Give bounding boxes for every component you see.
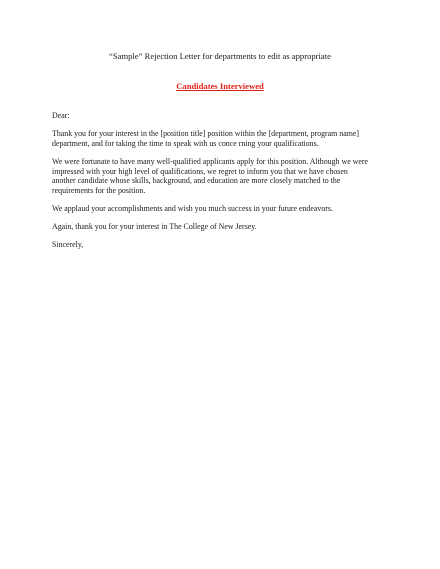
paragraph-line: Thank you for your interest in the [position title] position within the [department, program name] [52, 129, 360, 139]
paragraph-decision [52, 157, 392, 195]
paragraph-line: requirements for the position. [52, 185, 146, 195]
letter-subtitle: Candidates Interviewed [176, 81, 264, 91]
closing: Sincerely, [52, 240, 84, 250]
paragraph-line: impressed with your high level of qualifications, we regret to inform you that we have chosen [52, 166, 348, 176]
paragraph-thanks: Again, thank you for your interest in The College of New Jersey. [52, 222, 257, 232]
paragraph-interest [52, 129, 392, 148]
paragraph-applaud: We applaud your accomplishments and wish you much success in your future endeavors. [52, 203, 333, 213]
letter-body [52, 111, 392, 259]
salutation: Dear: [52, 111, 70, 120]
paragraph-line: department, and for taking the time to speak with us conce rning your qualifications. [52, 138, 319, 148]
letter-title: “Sample” Rejection Letter for departments to edit as appropriate [109, 51, 331, 61]
paragraph-line: another candidate whose skills, background, and education are more closely matched to the [52, 176, 341, 186]
paragraph-line: We were fortunate to have many well-qualified applicants apply for this position. Although we were [52, 156, 368, 166]
